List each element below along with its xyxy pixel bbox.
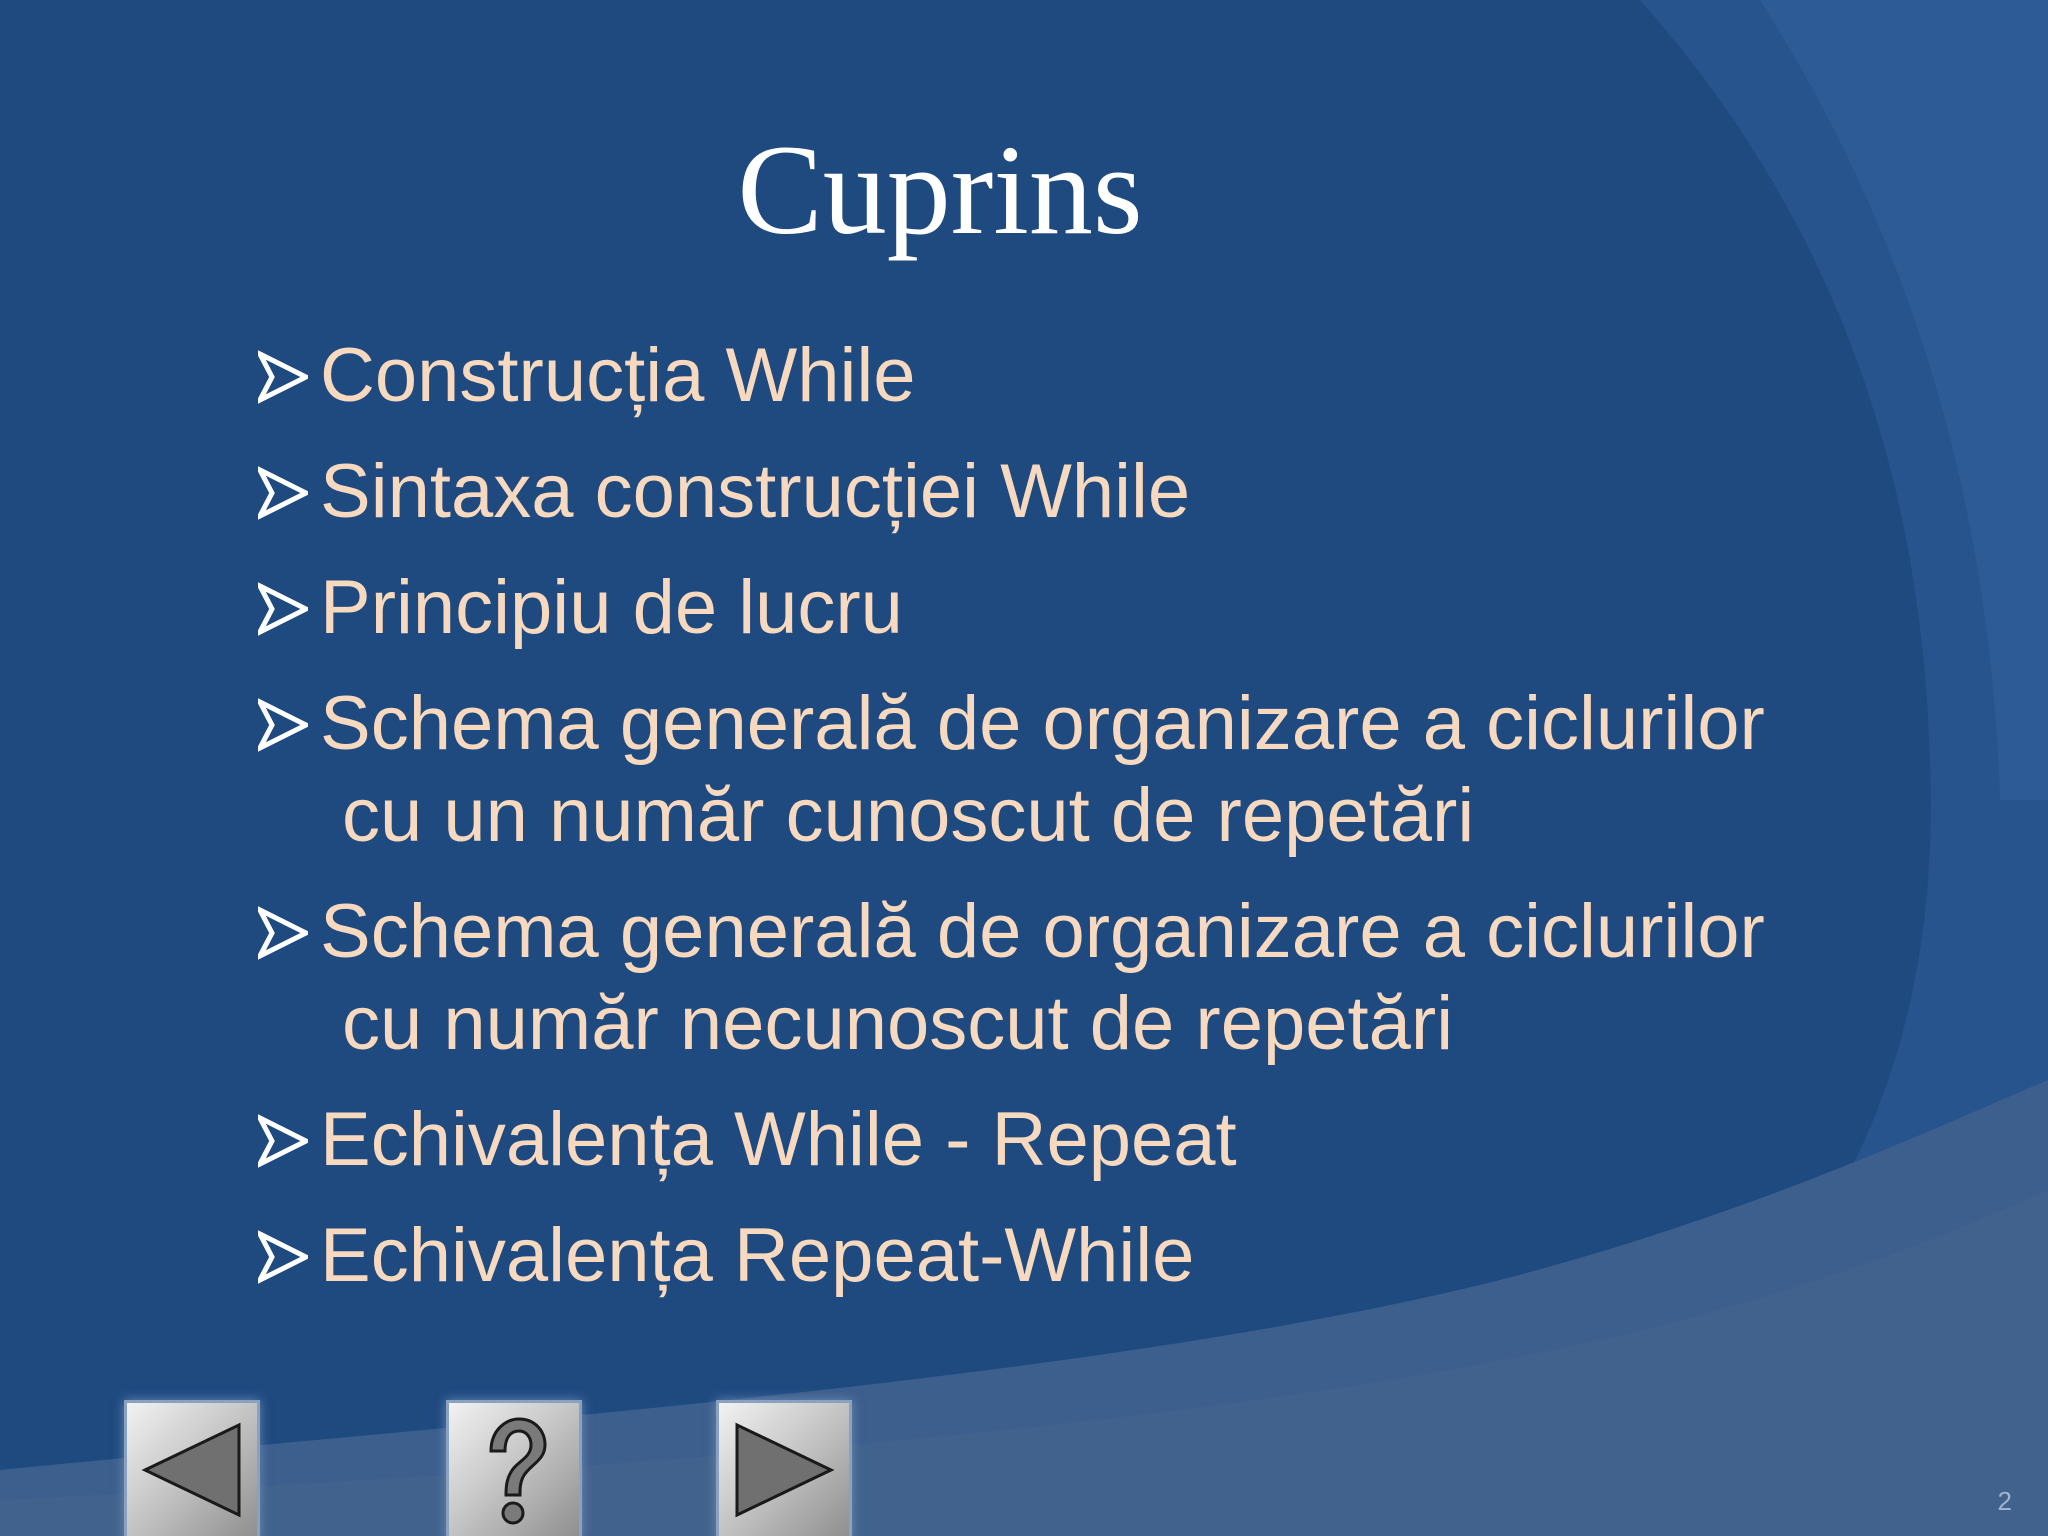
arrow-bullet-icon bbox=[258, 906, 308, 960]
list-item-text: Schema generală de organizare a ciclurilor bbox=[320, 889, 1765, 974]
next-slide-button[interactable] bbox=[716, 1400, 852, 1536]
arrow-bullet-icon bbox=[258, 582, 308, 636]
list-item bbox=[258, 886, 1938, 1070]
previous-slide-button[interactable] bbox=[124, 1400, 260, 1536]
question-mark-icon bbox=[449, 1403, 579, 1536]
bullet-list bbox=[258, 330, 1938, 1326]
list-item-text: Principiu de lucru bbox=[320, 565, 903, 650]
list-item bbox=[258, 1210, 1938, 1302]
triangle-left-icon bbox=[127, 1403, 257, 1536]
list-item-text: Construcția While bbox=[320, 333, 916, 418]
help-button[interactable] bbox=[446, 1400, 582, 1536]
list-item-text: Sintaxa construcției While bbox=[320, 449, 1191, 534]
arrow-bullet-icon bbox=[258, 1114, 308, 1168]
list-item bbox=[258, 446, 1938, 538]
list-item bbox=[258, 330, 1938, 422]
page-number: 2 bbox=[1997, 1486, 2012, 1516]
list-item-continuation: cu un număr cunoscut de repetări bbox=[342, 773, 1475, 858]
arrow-bullet-icon bbox=[258, 698, 308, 752]
arrow-bullet-icon bbox=[258, 1230, 308, 1284]
triangle-right-icon bbox=[719, 1403, 849, 1536]
arrow-bullet-icon bbox=[258, 466, 308, 520]
slide-title: Cuprins bbox=[737, 119, 1143, 261]
list-item bbox=[258, 562, 1938, 654]
list-item-text: Schema generală de organizare a ciclurilor bbox=[320, 681, 1765, 766]
list-item-continuation: cu număr necunoscut de repetări bbox=[342, 981, 1454, 1066]
arrow-bullet-icon bbox=[258, 350, 308, 404]
list-item-text: Echivalența While - Repeat bbox=[320, 1097, 1237, 1182]
list-item bbox=[258, 1094, 1938, 1186]
list-item bbox=[258, 678, 1938, 862]
list-item-text: Echivalența Repeat-While bbox=[320, 1213, 1195, 1298]
